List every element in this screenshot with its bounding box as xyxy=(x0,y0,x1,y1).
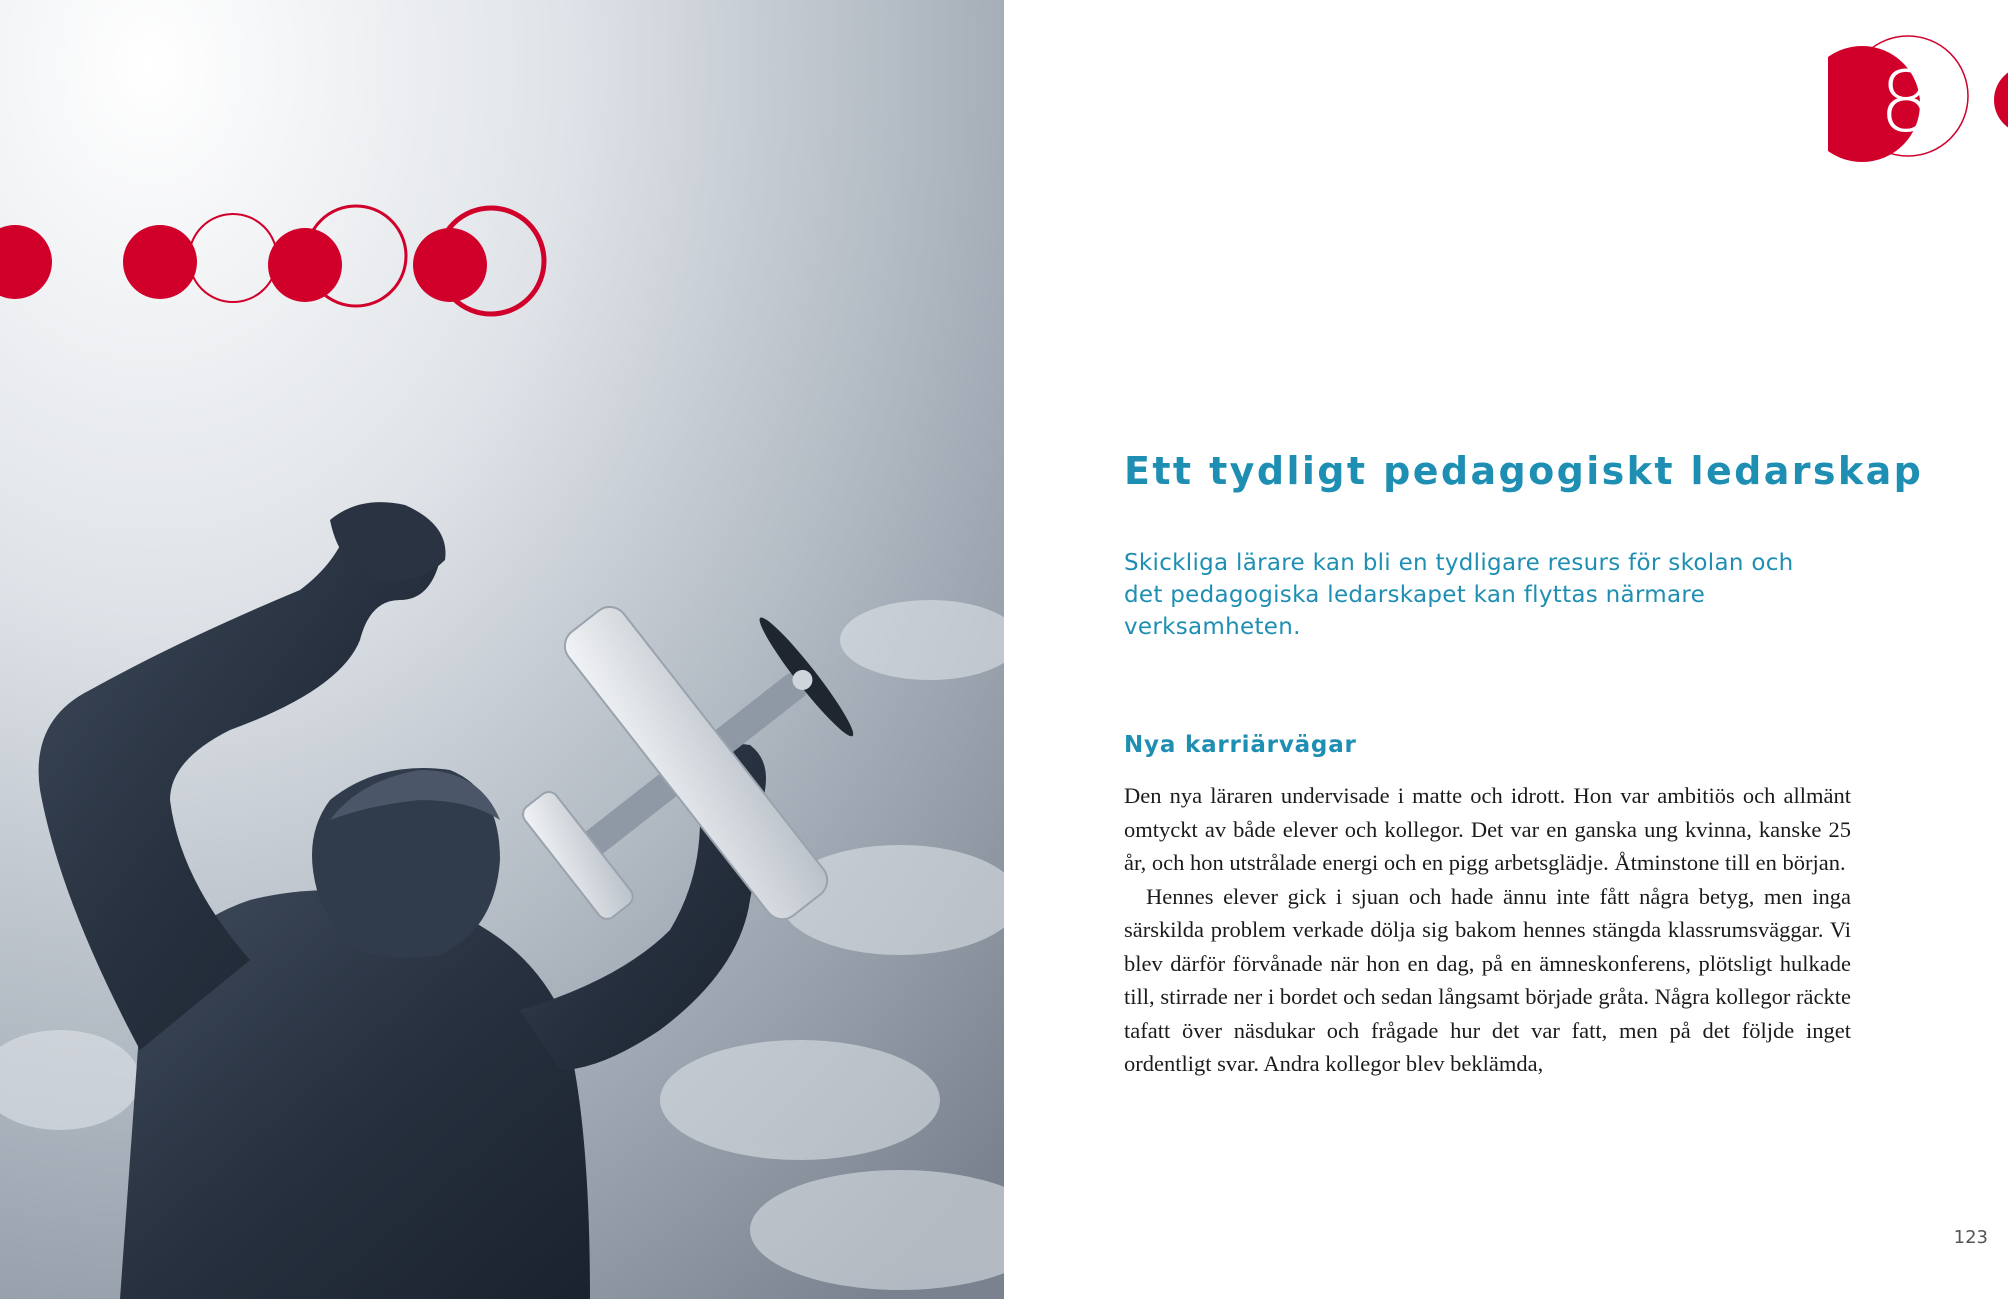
chapter-lead: Skickliga lärare kan bli en tydligare resurs för skolan och det pedagogiska ledarskapet kan flyttas närmare verksamheten. xyxy=(1124,550,1794,640)
body-paragraph: Hennes elever gick i sjuan och hade ännu inte fått några betyg, men inga särskilda problem verkade dölja sig bakom hennes stängda klassrumsväggar. Vi blev därför förvånade när hon en dag, på en ämneskonferens, plötsligt hulkade till, stirrade ner i bordet och sedan långsamt började gråta. Några kollegor räckte tafatt över näsdukar och frågade hur det var fatt, men på det följde inget ordentligt svar. Andra kollegor blev beklämda, xyxy=(1124,883,1851,1076)
page-number: 123 xyxy=(1953,1227,1988,1248)
body-text xyxy=(1124,779,1851,1081)
chapter-title: Ett tydligt pedagogiskt ledarskap xyxy=(1124,449,1924,493)
chapter-number: 8 xyxy=(1879,53,1933,151)
text-page xyxy=(1004,0,2008,1299)
section-heading: Nya karriärvägar xyxy=(1124,732,1357,758)
body-paragraph: Den nya läraren undervisade i matte och idrott. Hon var ambitiös och allmänt omtyckt av både elever och kollegor. Det var en ganska ung kvinna, kanske 25 år, och hon utstrålade energi och en pigg arbetsglädje. Åtminstone till en början. xyxy=(1124,783,1851,875)
